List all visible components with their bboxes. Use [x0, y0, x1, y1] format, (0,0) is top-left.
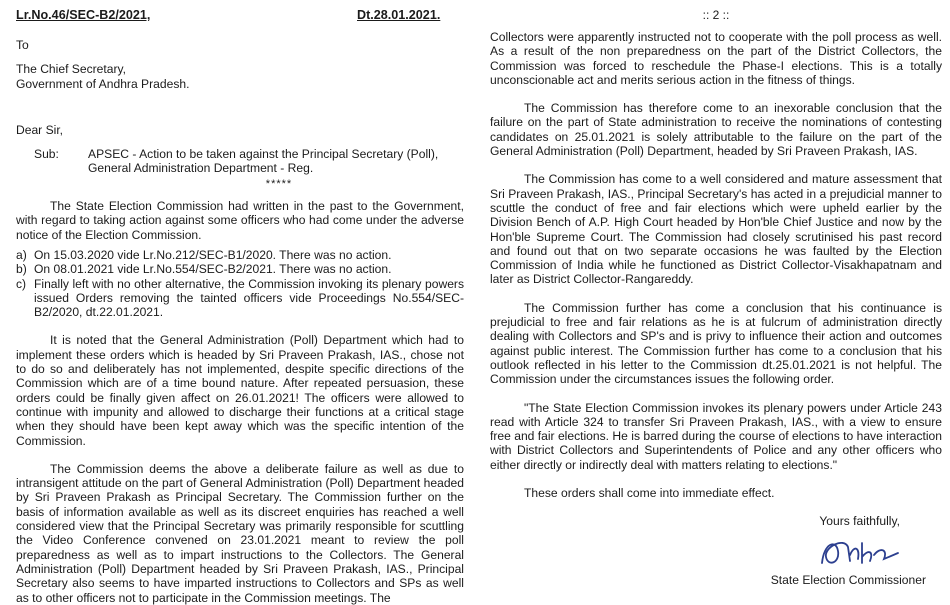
subject-label: Sub:: [34, 147, 59, 162]
list-item: [16, 277, 464, 320]
page-two-column: [490, 0, 942, 587]
reference-number: Lr.No.46/SEC-B2/2021,: [16, 8, 151, 22]
paragraph-order: "The State Election Commission invokes its plenary powers under Article 243 read with Article 324 to transfer Sri Praveen Prakash, IAS., with a view to ensure free and fair elections. He is barred during the course of elections to have interaction with District Collectors and Superintendents of Police and any other officers who either directly or indirectly deal with matters relating to elections.": [490, 400, 942, 472]
list-marker: b): [16, 262, 27, 277]
paragraph-noncompliance: It is noted that the General Administration (Poll) Department which had to implement these orders which is headed by Sri Praveen Prakash, IAS., chose not to do so and deliberately has not implemented, despite specific directions of the Commission which are of a time bound nature. After repeated persuasion, these orders could be finally given affect on 26.01.2021! The officers were allowed to continue with impunity and allowed to discharge their functions at a critical stage when they should have been kept away which was the specific intention of the Commission.: [16, 333, 464, 448]
paragraph-assessment: The Commission has come to a well considered and mature assessment that Sri Praveen Prakash, IAS., Principal Secretary's has acted in a prejudicial manner to scuttle the conduct of free and fair elections which were upheld earlier by the Division Bench of A.P. High Court headed by Hon'ble Chief Justice and now by the Hon'ble Supreme Court. The Commission had closely scrutinised his past record and found out that on two separate occasions he was faulted by the Election Commission of India while he functioned as District Collector-Visakhapatnam and later as District Collector-Rangareddy.: [490, 172, 942, 287]
letter-date: Dt.28.01.2021.: [357, 8, 441, 22]
page-number: :: 2 ::: [702, 8, 730, 22]
list-item: [16, 248, 464, 262]
signer-title: State Election Commissioner: [770, 572, 926, 587]
list-item-text: On 15.03.2020 vide Lr.No.212/SEC-B1/2020. There was no action.: [34, 247, 392, 262]
signature-image: [814, 533, 904, 573]
paragraph-deliberate-failure: The Commission deems the above a deliberate failure as well as due to intransigent attitude on the part of General Administration (Poll) Department headed by Sri Praveen Prakash as Principal Secretary. The Commission further on the basis of information available as well as its discreet enquiries has reached a well considered view that the Principal Secretary was primarily responsible for scuttling the Video Conference convened on 23.01.2021 meant to review the poll preparedness as well as to impart instructions to the Collectors. The General Administration (Poll) Department headed by Sri Praveen Prakash, IAS., Principal Secretary also seems to have imparted instructions to Collectors and SPs as well as to other officers not to participate in the Commission meetings. The: [16, 461, 464, 605]
paragraph-continuance: The Commission further has come a conclusion that his continuance is prejudicial to free and fair relations as he is at fulcrum of administration directly dealing with Collectors and SP's and is privy to influence their action and outcomes against public interest. The Commission further has come to a conclusion that his outlook reflected in his letter to the Commission dt.25.01.2021 is not helpful. The Commission under the circumstances issues the following order.: [490, 300, 942, 387]
paragraph-effect: These orders shall come into immediate effect.: [524, 486, 775, 501]
salutation: Dear Sir,: [16, 122, 64, 137]
action-list: [16, 248, 464, 319]
subject-text: APSEC - Action to be taken against the Principal Secretary (Poll), General Administration Department - Reg.: [88, 147, 439, 176]
recipient-organisation: Government of Andhra Pradesh.: [16, 76, 190, 91]
signature-stroke: [822, 542, 898, 562]
letter-header: [16, 8, 464, 28]
to-label: To: [16, 38, 29, 52]
paragraph-background: The State Election Commission had written in the past to the Government, with regard to taking action against some officers who had come under the adverse notice of the Election Commission.: [16, 199, 464, 242]
signature-block: [490, 533, 942, 573]
list-item: [16, 262, 464, 276]
recipient-title: The Chief Secretary,: [16, 62, 127, 77]
list-item-text: Finally left with no other alternative, the Commission invoking its plenary powers issued Orders removing the tainted officers vide Proceedings No.554/SEC-B2/2020, dt.22.01.2021.: [34, 276, 464, 320]
list-marker: c): [16, 276, 27, 291]
paragraph-conclusion: The Commission has therefore come to an inexorable conclusion that the failure on the part of State administration to receive the nominations of contesting candidates on 25.01.2021 is solely attributable to the failure on the part of the General Administration (Poll) Department, headed by Sri Praveen Prakash, IAS.: [490, 101, 942, 159]
closing-phrase: Yours faithfully,: [819, 514, 900, 529]
list-marker: a): [16, 247, 27, 262]
list-item-text: On 08.01.2021 vide Lr.No.554/SEC-B2/2021. There was no action.: [34, 262, 392, 277]
subject-line: [16, 147, 464, 176]
separator-stars: *****: [265, 177, 293, 190]
page-one-column: [16, 0, 464, 605]
paragraph-collectors: Collectors were apparently instructed not to cooperate with the poll process as well. As a result of the non preparedness on the part of the District Collectors, the Commission was forced to reschedule the Phase-I elections. This is a totally unconscionable act and merits serious action in the fitness of things.: [490, 30, 942, 87]
